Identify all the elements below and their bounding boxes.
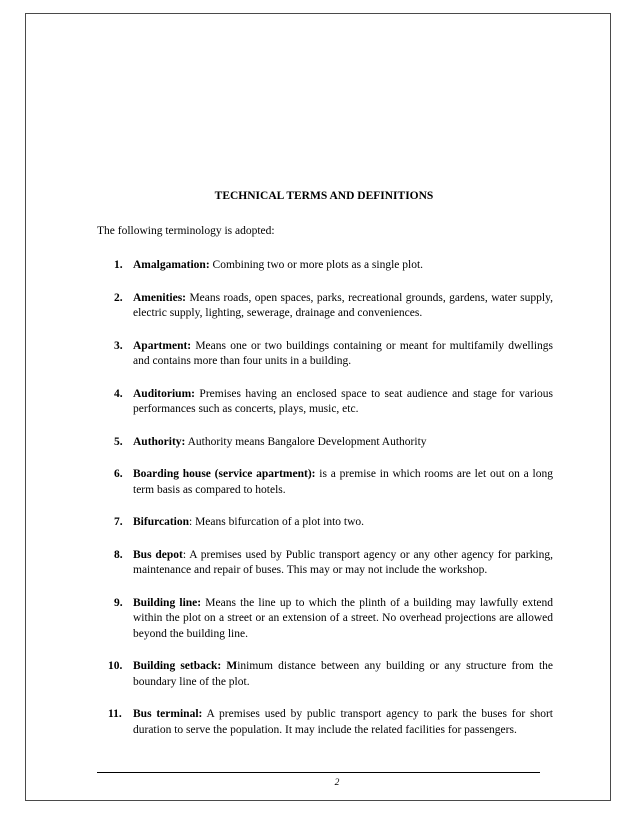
definition-term: Authority: [133, 435, 186, 448]
definition-item [97, 339, 553, 370]
definition-term: Auditorium: [133, 387, 195, 400]
definition-term: Amenities: [133, 291, 187, 304]
definition-text: is a premise in which rooms are let out on a long term basis as compared to hotels. [133, 468, 553, 496]
page-title: TECHNICAL TERMS AND DEFINITIONS [214, 190, 434, 202]
definition-item [97, 515, 553, 531]
definition-item [97, 291, 553, 322]
definition-term: Bus depot [133, 548, 183, 561]
definition-term: Boarding house (service apartment): [133, 468, 316, 480]
definition-term: Apartment: [133, 339, 192, 352]
definition-text: Combining two or more plots as a single plot. [209, 259, 424, 271]
definition-text: Means the line up to which the plinth of a building may lawfully extend within the plot on a street or an extension of a street. No overhead projections are allowed beyond the building line. [133, 596, 553, 640]
definition-number: 1. [114, 259, 123, 271]
definition-item [97, 435, 553, 451]
definition-number: 5. [114, 435, 123, 448]
definition-item [97, 596, 553, 643]
definition-number: 9. [114, 596, 123, 609]
definition-number: 3. [114, 339, 123, 352]
definition-item [97, 659, 553, 690]
definition-text: Means roads, open spaces, parks, recreational grounds, gardens, water supply, electric supply, lighting, sewerage, drainage and conveniences. [133, 291, 553, 319]
definition-item [97, 387, 553, 418]
definition-number: 6. [114, 468, 123, 480]
definition-text: A premises used by public transport agency to park the buses for short duration to serve the population. It may include the related facilities for passengers. [133, 708, 553, 736]
definition-number: 4. [114, 387, 123, 400]
footer-divider [97, 772, 540, 773]
intro-text: The following terminology is adopted: [97, 225, 275, 237]
definition-number: 8. [114, 548, 123, 561]
definition-text: inimum distance between any building or any structure from the boundary line of the plot. [133, 660, 554, 688]
definition-number: 2. [114, 291, 123, 304]
definition-text: Means one or two buildings containing or meant for multifamily dwellings and contains more than four units in a building. [133, 339, 553, 367]
definition-text: : A premises used by Public transport agency or any other agency for parking, maintenance and repair of buses. This may or may not include the workshop. [133, 548, 553, 576]
definition-term: Amalgamation: [133, 259, 210, 271]
definition-text: Authority means Bangalore Development Authority [185, 435, 427, 448]
definition-item [97, 707, 553, 738]
page-number: 2 [334, 778, 340, 788]
definition-term: Bifurcation [133, 516, 190, 528]
definition-item [97, 258, 553, 274]
definition-number: 11. [108, 708, 122, 720]
definition-term: Building line: [133, 596, 202, 609]
definition-number: 7. [114, 516, 123, 528]
definition-text: : Means bifurcation of a plot into two. [189, 516, 365, 528]
definition-item [97, 548, 553, 579]
definition-term: Bus terminal: [133, 708, 203, 720]
definition-item [97, 467, 553, 498]
definition-text: Premises having an enclosed space to seat audience and stage for various performances such as concerts, plays, music, etc. [133, 387, 553, 415]
definitions-list [97, 258, 553, 755]
definition-number: 10. [108, 660, 123, 672]
definition-term: Building setback: M [133, 660, 238, 672]
